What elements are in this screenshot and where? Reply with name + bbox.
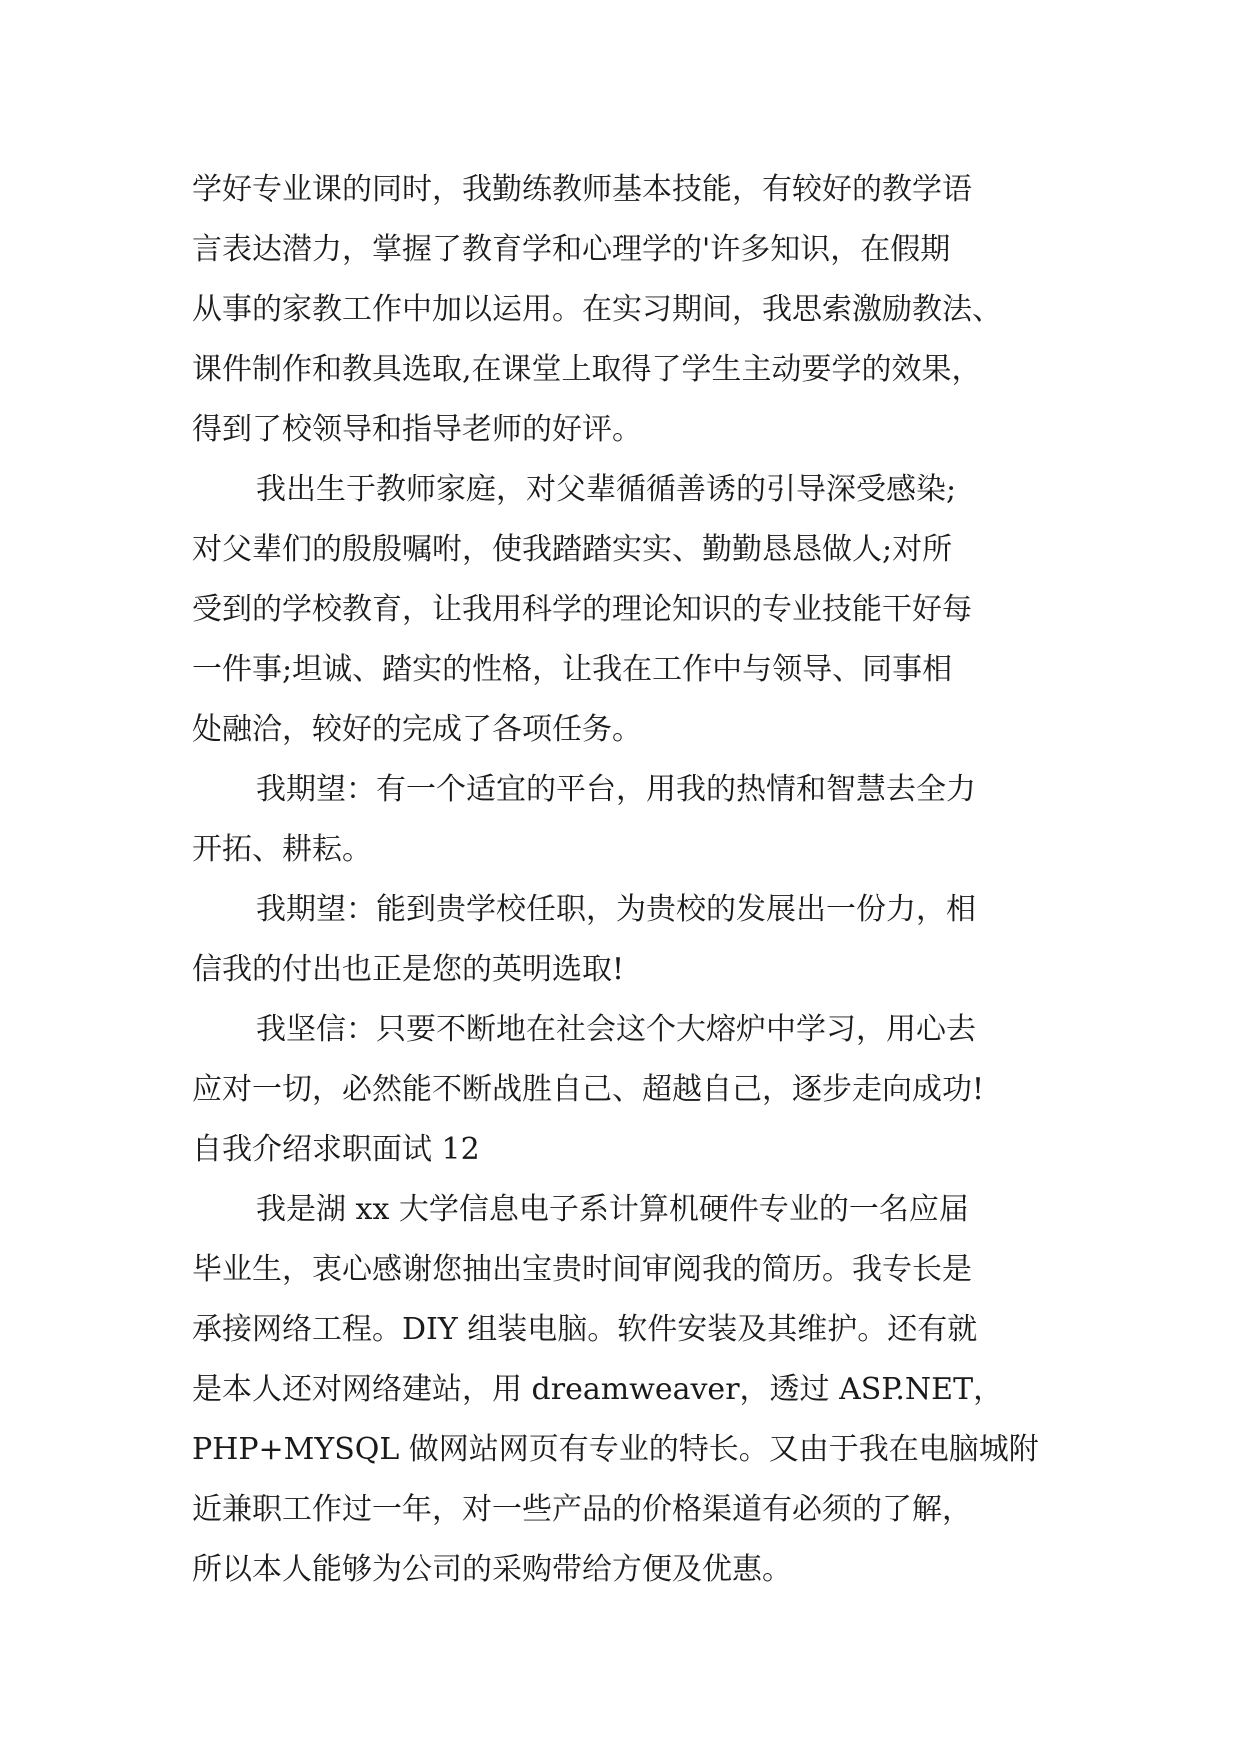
text-line: 我期望：能到贵学校任职，为贵校的发展出一份力，相 bbox=[256, 892, 976, 927]
text-line: 开拓、耕耘。 bbox=[192, 832, 372, 867]
text-line: 毕业生，衷心感谢您抽出宝贵时间审阅我的简历。我专长是 bbox=[192, 1252, 972, 1287]
text-line: 得到了校领导和指导老师的好评。 bbox=[192, 412, 642, 447]
text-line: 对父辈们的殷殷嘱咐，使我踏踏实实、勤勤恳恳做人;对所 bbox=[192, 532, 953, 567]
text-line: 承接网络工程。DIY 组装电脑。软件安装及其维护。还有就 bbox=[192, 1312, 978, 1347]
text-line: 应对一切，必然能不断战胜自己、超越自己，逐步走向成功! bbox=[192, 1072, 985, 1107]
text-line: 处融洽，较好的完成了各项任务。 bbox=[192, 712, 642, 747]
text-line: 一件事;坦诚、踏实的性格，让我在工作中与领导、同事相 bbox=[192, 652, 953, 687]
document-body bbox=[192, 160, 1052, 1600]
text-line: 我期望：有一个适宜的平台，用我的热情和智慧去全力 bbox=[256, 772, 976, 807]
text-line: 言表达潜力，掌握了教育学和心理学的'许多知识，在假期 bbox=[192, 232, 951, 267]
text-line: 我坚信：只要不断地在社会这个大熔炉中学习，用心去 bbox=[256, 1012, 976, 1047]
text-line: 是本人还对网络建站，用 dreamweaver，透过 ASP.NET， bbox=[192, 1372, 1004, 1407]
text-line: 课件制作和教具选取,在课堂上取得了学生主动要学的效果， bbox=[192, 352, 982, 387]
text-line: 自我介绍求职面试 12 bbox=[192, 1132, 480, 1167]
text-line: PHP+MYSQL 做网站网页有专业的特长。又由于我在电脑城附 bbox=[192, 1432, 1039, 1467]
text-line: 信我的付出也正是您的英明选取! bbox=[192, 952, 625, 987]
text-line: 我是湖 xx 大学信息电子系计算机硬件专业的一名应届 bbox=[256, 1192, 969, 1227]
text-line: 学好专业课的同时，我勤练教师基本技能，有较好的教学语 bbox=[192, 172, 972, 207]
text-line: 所以本人能够为公司的采购带给方便及优惠。 bbox=[192, 1552, 792, 1587]
text-line: 受到的学校教育，让我用科学的理论知识的专业技能干好每 bbox=[192, 592, 972, 627]
text-line: 近兼职工作过一年，对一些产品的价格渠道有必须的了解， bbox=[192, 1492, 972, 1527]
text-line: 我出生于教师家庭，对父辈循循善诱的引导深受感染; bbox=[256, 472, 957, 507]
text-line: 从事的家教工作中加以运用。在实习期间，我思索激励教法、 bbox=[192, 292, 1002, 327]
